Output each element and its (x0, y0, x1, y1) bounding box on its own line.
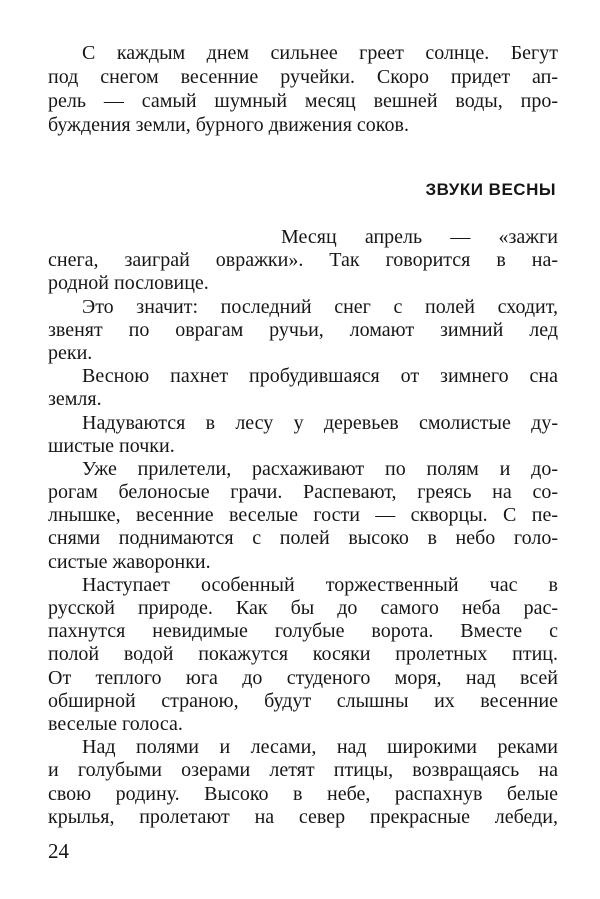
text-line: рель — самый шумный месяц вешней воды, про- (48, 90, 558, 112)
text-line: и голубыми озерами летят птицы, возвращаясь на (48, 759, 558, 782)
text-line: лнышке, весенние веселые гости — скворцы. С пе- (48, 504, 558, 527)
text-line: звенят по оврагам ручьи, ломают зимний лед (48, 318, 558, 341)
text-line: Надуваются в лесу у деревьев смолистые ду- (82, 411, 558, 434)
text-line: снями поднимаются с полей высоко в небо голо- (48, 527, 558, 550)
text-line: пахнутся невидимые голубые ворота. Вместе с (48, 620, 558, 643)
text-line: Это значит: последний снег с полей сходит, (82, 295, 558, 318)
text-line: Уже прилетели, расхаживают по полям и до- (82, 457, 558, 480)
text-line: под снегом весенние ручейки. Скоро придет ап- (48, 66, 558, 88)
text-line: систые жаворонки. (48, 550, 211, 573)
text-line: обширной страною, будут слышны их весенние (48, 689, 558, 712)
text-line: Месяц апрель — «зажги (281, 226, 558, 248)
text-line: Весною пахнет пробудившаяся от зимнего сна (82, 365, 558, 388)
text-line: реки. (48, 341, 93, 364)
text-line: рогам белоносые грачи. Распевают, греясь на со- (48, 481, 558, 504)
text-line: С каждым днем сильнее греет солнце. Бегут (82, 42, 558, 64)
section-body (48, 226, 558, 829)
section-title: ЗВУКИ ВЕСНЫ (425, 180, 556, 199)
text-line: Над полями и лесами, над широкими реками (82, 736, 558, 759)
text-line: буждения земли, бурного движения соков. (48, 114, 409, 136)
text-line: полой водой покажутся косяки пролетных птиц. (48, 643, 558, 666)
text-line: родной пословице. (48, 272, 209, 295)
text-line: веселые голоса. (48, 712, 183, 735)
text-line: шистые почки. (48, 434, 175, 457)
text-line: Наступает особенный торжественный час в (82, 573, 558, 596)
text-line: От теплого юга до студеного моря, над всей (48, 666, 558, 689)
text-line: земля. (48, 388, 102, 411)
text-line: крылья, пролетают на север прекрасные лебеди, (48, 805, 558, 828)
intro-paragraph (48, 41, 558, 137)
text-line: свою родину. Высоко в небе, распахнув белые (48, 782, 558, 805)
text-line: снега, заиграй овражки». Так говорится в на- (48, 249, 558, 272)
text-line: русской природе. Как бы до самого неба рас- (48, 597, 558, 619)
page-number: 24 (48, 839, 69, 863)
